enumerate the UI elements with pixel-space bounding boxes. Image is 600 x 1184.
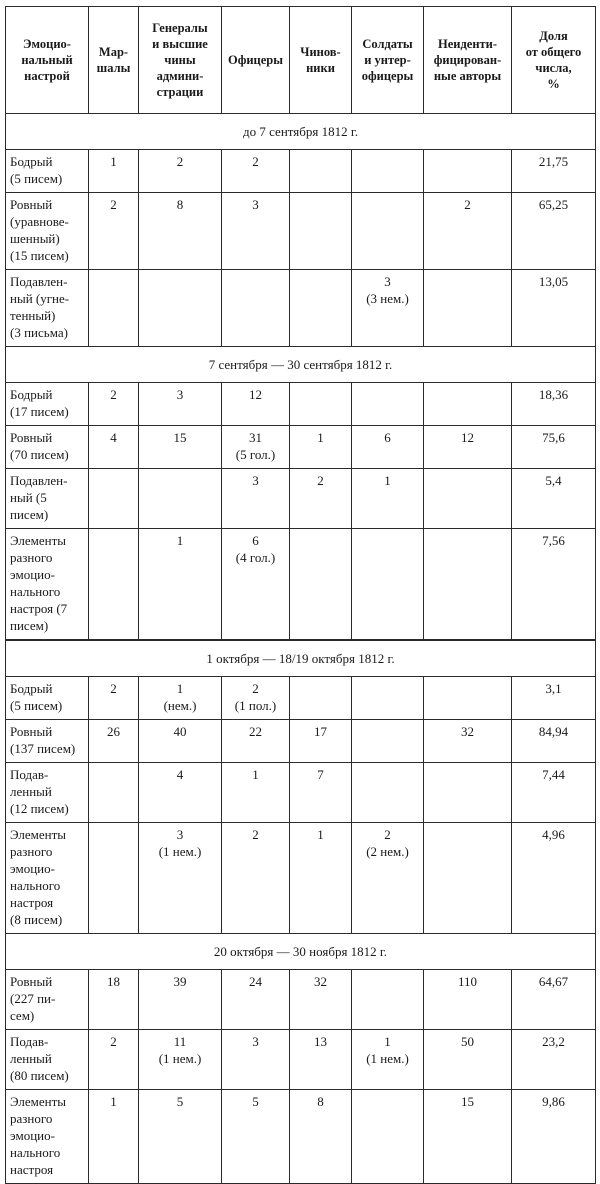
- section-title: 1 октября — 18/19 октября 1812 г.: [6, 640, 596, 677]
- header-mood: Эмоцио- нальный настрой: [6, 7, 89, 114]
- cell-share: 18,36: [512, 383, 596, 426]
- cell-marshals: 4: [89, 426, 139, 469]
- table-row: [6, 270, 596, 347]
- cell-officers: 2: [222, 823, 290, 934]
- cell-soldiers: [352, 383, 424, 426]
- table-row: [6, 823, 596, 934]
- cell-unidentified: 12: [424, 426, 512, 469]
- cell-officials: [290, 150, 352, 193]
- cell-soldiers: [352, 193, 424, 270]
- cell-mood: Ровный (227 пи- сем): [6, 970, 89, 1030]
- cell-mood: Элементы разного эмоцио- нального настроя: [6, 1090, 89, 1184]
- cell-marshals: [89, 270, 139, 347]
- cell-marshals: 2: [89, 193, 139, 270]
- cell-marshals: 2: [89, 677, 139, 720]
- cell-unidentified: 50: [424, 1030, 512, 1090]
- cell-officers: [222, 270, 290, 347]
- table-row: [6, 1030, 596, 1090]
- cell-soldiers: 3 (3 нем.): [352, 270, 424, 347]
- cell-officials: 1: [290, 426, 352, 469]
- cell-soldiers: [352, 763, 424, 823]
- cell-marshals: 2: [89, 383, 139, 426]
- cell-unidentified: 2: [424, 193, 512, 270]
- cell-marshals: 1: [89, 1090, 139, 1184]
- cell-share: 13,05: [512, 270, 596, 347]
- cell-share: 9,86: [512, 1090, 596, 1184]
- cell-marshals: [89, 529, 139, 641]
- cell-unidentified: 110: [424, 970, 512, 1030]
- cell-unidentified: [424, 677, 512, 720]
- cell-officers: 3: [222, 1030, 290, 1090]
- table-row: [6, 383, 596, 426]
- section-row: [6, 934, 596, 970]
- header-soldiers: Солдаты и унтер- офицеры: [352, 7, 424, 114]
- cell-share: 4,96: [512, 823, 596, 934]
- cell-share: 75,6: [512, 426, 596, 469]
- cell-share: 84,94: [512, 720, 596, 763]
- cell-generals: 3 (1 нем.): [139, 823, 222, 934]
- cell-soldiers: 2 (2 нем.): [352, 823, 424, 934]
- cell-generals: 3: [139, 383, 222, 426]
- cell-officers: 31 (5 гол.): [222, 426, 290, 469]
- cell-mood: Бодрый (17 писем): [6, 383, 89, 426]
- cell-soldiers: 1: [352, 469, 424, 529]
- cell-mood: Подавлен- ный (5 писем): [6, 469, 89, 529]
- section-title: 7 сентября — 30 сентября 1812 г.: [6, 347, 596, 383]
- cell-marshals: 1: [89, 150, 139, 193]
- cell-share: 21,75: [512, 150, 596, 193]
- table-body: [6, 114, 596, 1184]
- cell-mood: Элементы разного эмоцио- нального настроя (7 писем): [6, 529, 89, 641]
- cell-soldiers: [352, 970, 424, 1030]
- cell-generals: 8: [139, 193, 222, 270]
- header-generals: Генералы и высшие чины админи- страции: [139, 7, 222, 114]
- cell-soldiers: [352, 529, 424, 641]
- cell-share: 65,25: [512, 193, 596, 270]
- cell-mood: Ровный (137 писем): [6, 720, 89, 763]
- cell-unidentified: [424, 823, 512, 934]
- cell-unidentified: [424, 270, 512, 347]
- cell-mood: Бодрый (5 писем): [6, 677, 89, 720]
- cell-officers: 24: [222, 970, 290, 1030]
- cell-officers: 5: [222, 1090, 290, 1184]
- header-officials: Чинов- ники: [290, 7, 352, 114]
- cell-share: 5,4: [512, 469, 596, 529]
- cell-share: 7,56: [512, 529, 596, 641]
- cell-soldiers: 6: [352, 426, 424, 469]
- cell-officers: 12: [222, 383, 290, 426]
- cell-marshals: 2: [89, 1030, 139, 1090]
- table-row: [6, 1090, 596, 1184]
- cell-officials: [290, 270, 352, 347]
- cell-officers: 3: [222, 469, 290, 529]
- cell-officers: 2: [222, 150, 290, 193]
- cell-generals: 39: [139, 970, 222, 1030]
- cell-officials: [290, 383, 352, 426]
- cell-officers: 6 (4 гол.): [222, 529, 290, 641]
- cell-share: 3,1: [512, 677, 596, 720]
- header-unidentified: Неиденти- фицирован- ные авторы: [424, 7, 512, 114]
- cell-officers: 2 (1 пол.): [222, 677, 290, 720]
- cell-marshals: 26: [89, 720, 139, 763]
- cell-soldiers: [352, 150, 424, 193]
- cell-generals: 11 (1 нем.): [139, 1030, 222, 1090]
- section-title: до 7 сентября 1812 г.: [6, 114, 596, 150]
- cell-officials: 2: [290, 469, 352, 529]
- cell-generals: 4: [139, 763, 222, 823]
- table-row: [6, 469, 596, 529]
- header-row: [6, 7, 596, 114]
- cell-mood: Подавлен- ный (угне- тенный) (3 письма): [6, 270, 89, 347]
- cell-officials: 13: [290, 1030, 352, 1090]
- cell-officials: 1: [290, 823, 352, 934]
- cell-officials: [290, 529, 352, 641]
- cell-generals: 5: [139, 1090, 222, 1184]
- section-row: [6, 114, 596, 150]
- cell-generals: 15: [139, 426, 222, 469]
- cell-mood: Элементы разного эмоцио- нального настроя (8 писем): [6, 823, 89, 934]
- cell-generals: [139, 469, 222, 529]
- cell-soldiers: [352, 720, 424, 763]
- section-title: 20 октября — 30 ноября 1812 г.: [6, 934, 596, 970]
- cell-marshals: [89, 823, 139, 934]
- cell-soldiers: [352, 677, 424, 720]
- cell-officials: 32: [290, 970, 352, 1030]
- cell-soldiers: [352, 1090, 424, 1184]
- cell-mood: Бодрый (5 писем): [6, 150, 89, 193]
- header-marshals: Мар- шалы: [89, 7, 139, 114]
- table-row: [6, 970, 596, 1030]
- section-row: [6, 640, 596, 677]
- table-row: [6, 193, 596, 270]
- cell-unidentified: 32: [424, 720, 512, 763]
- cell-officials: 17: [290, 720, 352, 763]
- cell-unidentified: [424, 469, 512, 529]
- cell-unidentified: [424, 763, 512, 823]
- cell-generals: 2: [139, 150, 222, 193]
- cell-share: 64,67: [512, 970, 596, 1030]
- table-row: [6, 150, 596, 193]
- cell-officials: 7: [290, 763, 352, 823]
- cell-marshals: [89, 763, 139, 823]
- cell-officers: 22: [222, 720, 290, 763]
- table-row: [6, 720, 596, 763]
- cell-marshals: 18: [89, 970, 139, 1030]
- cell-share: 7,44: [512, 763, 596, 823]
- header-share: Доля от общего числа, %: [512, 7, 596, 114]
- cell-soldiers: 1 (1 нем.): [352, 1030, 424, 1090]
- cell-unidentified: [424, 150, 512, 193]
- cell-share: 23,2: [512, 1030, 596, 1090]
- cell-mood: Ровный (70 писем): [6, 426, 89, 469]
- cell-generals: [139, 270, 222, 347]
- cell-unidentified: [424, 529, 512, 641]
- table-row: [6, 677, 596, 720]
- cell-generals: 1: [139, 529, 222, 641]
- cell-officers: 3: [222, 193, 290, 270]
- cell-officers: 1: [222, 763, 290, 823]
- cell-mood: Подав- ленный (12 писем): [6, 763, 89, 823]
- emotional-mood-table: [5, 6, 596, 1184]
- cell-mood: Подав- ленный (80 писем): [6, 1030, 89, 1090]
- cell-marshals: [89, 469, 139, 529]
- table-row: [6, 529, 596, 641]
- cell-unidentified: 15: [424, 1090, 512, 1184]
- cell-unidentified: [424, 383, 512, 426]
- section-row: [6, 347, 596, 383]
- cell-generals: 40: [139, 720, 222, 763]
- cell-officials: 8: [290, 1090, 352, 1184]
- cell-generals: 1 (нем.): [139, 677, 222, 720]
- cell-officials: [290, 193, 352, 270]
- header-officers: Офицеры: [222, 7, 290, 114]
- table-row: [6, 763, 596, 823]
- cell-officials: [290, 677, 352, 720]
- table-row: [6, 426, 596, 469]
- cell-mood: Ровный (уравнове- шенный) (15 писем): [6, 193, 89, 270]
